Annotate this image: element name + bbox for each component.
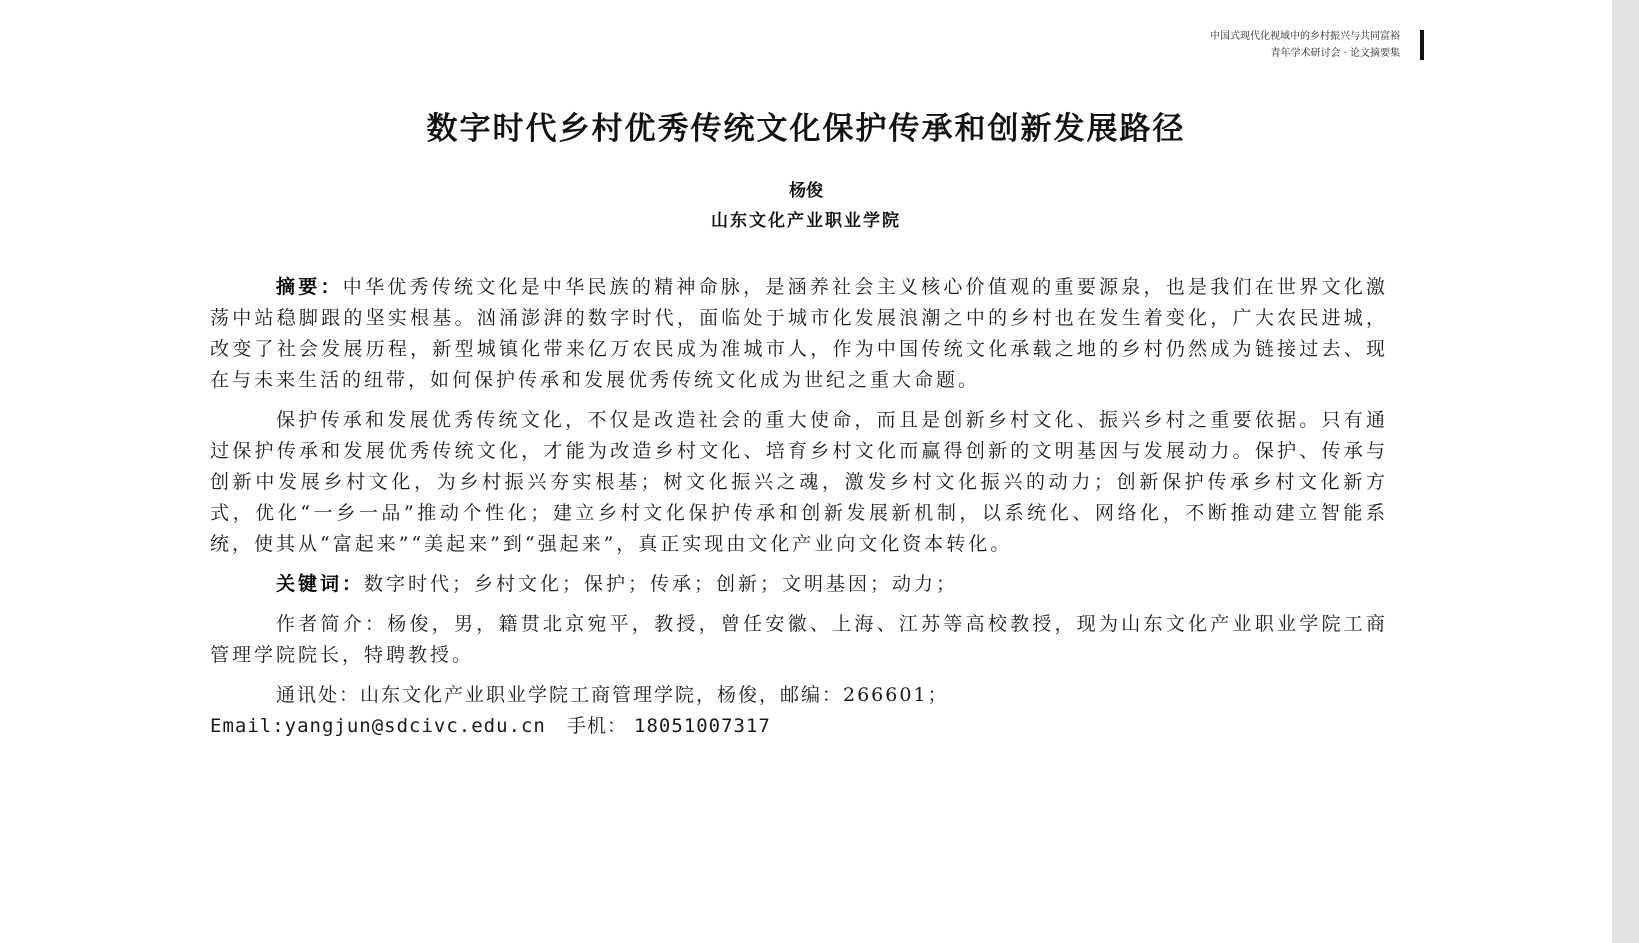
- abstract-label: 摘要：: [276, 276, 343, 298]
- keywords-text: 数字时代；乡村文化；保护；传承；创新；文明基因；动力；: [364, 573, 959, 595]
- paper-title: 数字时代乡村优秀传统文化保护传承和创新发展路径: [426, 111, 1186, 147]
- header-divider-bar: [1420, 30, 1424, 60]
- abstract-text-1: 中华优秀传统文化是中华民族的精神命脉，是涵养社会主义核心价值观的重要源泉，也是我们在世界文化激荡中站稳脚跟的坚实根基。汹涌澎湃的数字时代，面临处于城市化发展浪潮之中的乡村也在发生着变化，广大农民进城，改变了社会发展历程，新型城镇化带来亿万农民成为准城市人，作为中国传统文化承载之地的乡村仍然成为链接过去、现在与未来生活的纽带，如何保护传承和发展优秀传统文化成为世纪之重大命题。: [210, 276, 1388, 391]
- keywords-line: [210, 569, 1388, 600]
- author-affiliation: 山东文化产业职业学院: [711, 211, 901, 231]
- contact-email-phone: [210, 711, 1388, 742]
- contact-address: 通讯处：山东文化产业职业学院工商管理学院，杨俊，邮编：266601；: [276, 684, 949, 706]
- keywords-label: 关键词：: [276, 573, 365, 595]
- phone-number: 18051007317: [634, 715, 771, 737]
- phone-label: 手机：: [566, 715, 627, 737]
- abstract-body: [210, 272, 1388, 751]
- email-label: Email:: [210, 715, 285, 737]
- running-header: [1060, 28, 1400, 62]
- author-bio: 作者简介：杨俊，男，籍贯北京宛平，教授，曾任安徽、上海、江苏等高校教授，现为山东文化产业职业学院工商管理学院院长，特聘教授。: [210, 613, 1388, 666]
- header-line-1: 中国式现代化视域中的乡村振兴与共同富裕: [1210, 31, 1400, 42]
- author-name: 杨俊: [789, 181, 823, 201]
- viewer-scroll-gutter: [1612, 0, 1639, 943]
- abstract-paragraph-1: [210, 272, 1388, 396]
- header-line-2: 青年学术研讨会 · 论文摘要集: [1270, 48, 1400, 59]
- abstract-paragraph-2: 保护传承和发展优秀传统文化，不仅是改造社会的重大使命，而且是创新乡村文化、振兴乡村之重要依据。只有通过保护传承和发展优秀传统文化，才能为改造乡村文化、培育乡村文化而赢得创新的文明基因与发展动力。保护、传承与创新中发展乡村文化，为乡村振兴夯实根基；树文化振兴之魂，激发乡村文化振兴的动力；创新保护传承乡村文化新方式，优化“一乡一品”推动个性化；建立乡村文化保护传承和创新发展新机制，以系统化、网络化，不断推动建立智能系统，使其从“富起来”“美起来”到“强起来”，真正实现由文化产业向文化资本转化。: [210, 409, 1388, 555]
- email-address: yangjun@sdcivc.edu.cn: [284, 715, 546, 737]
